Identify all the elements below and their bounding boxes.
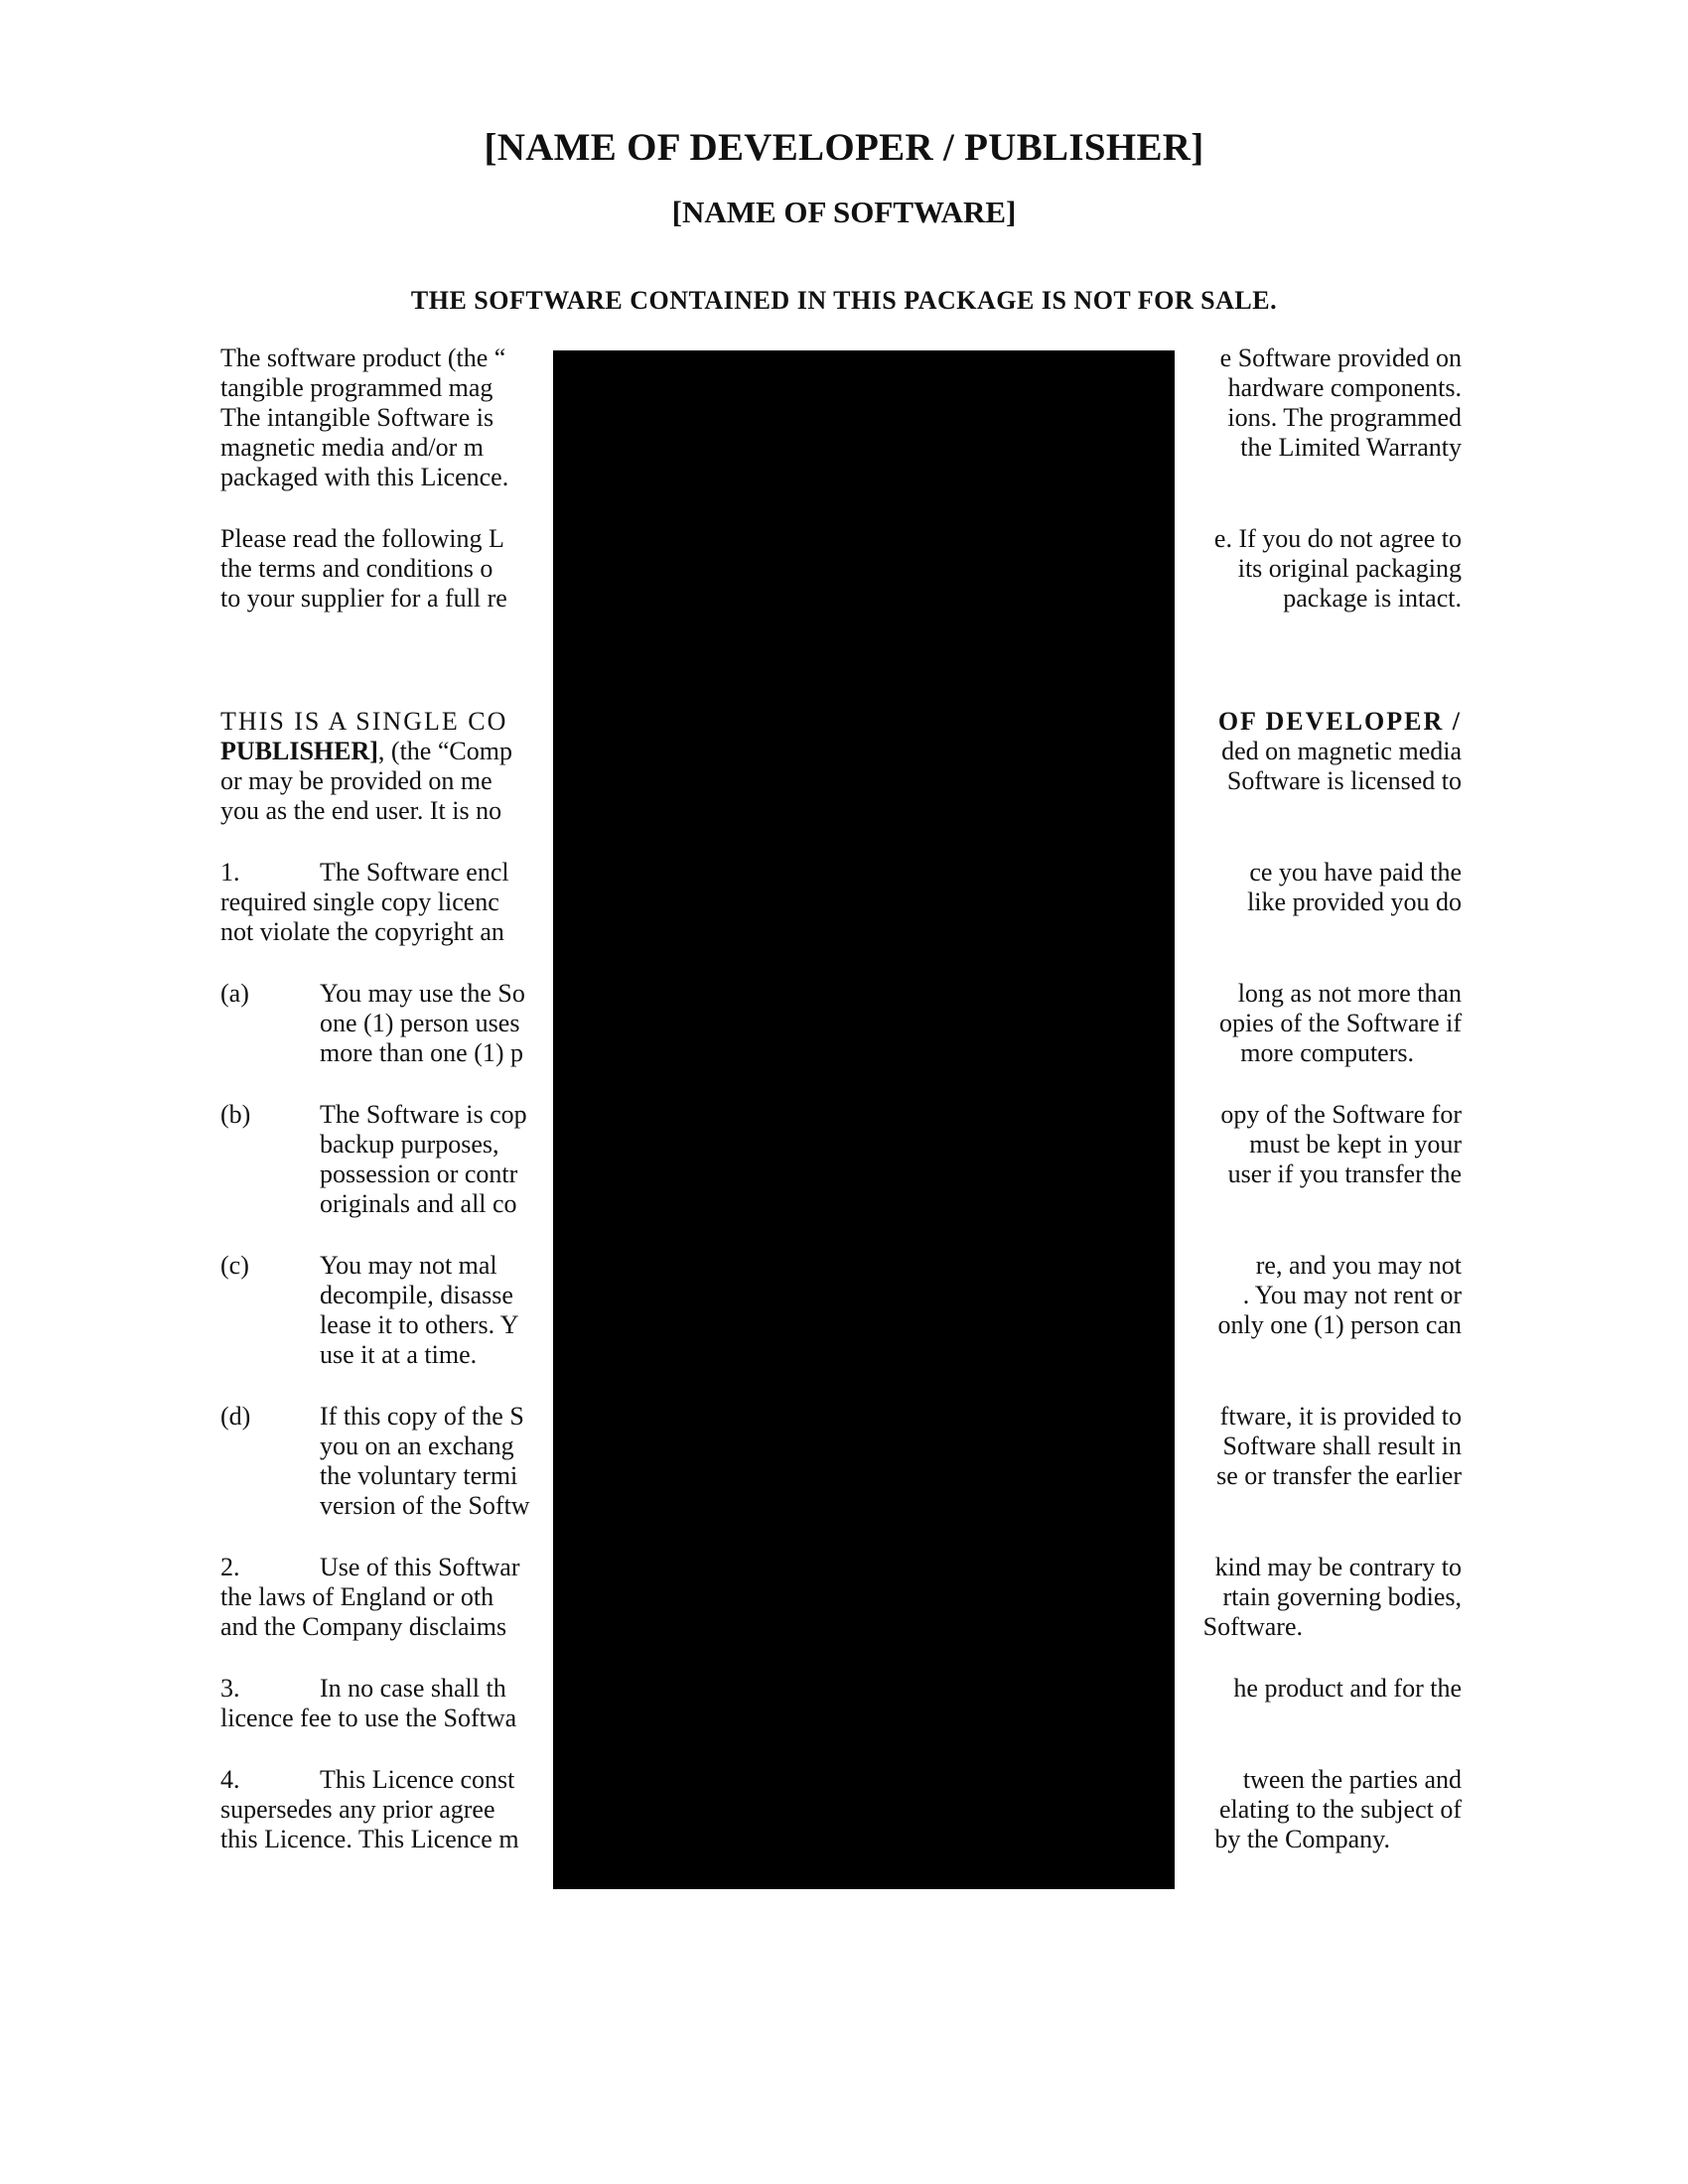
- p3-line4-left: you as the end user. It is no: [220, 796, 502, 825]
- clause-a-line1-right: long as not more than: [1237, 979, 1462, 1008]
- redaction-block: [553, 350, 1175, 1889]
- software-name: [NAME OF SOFTWARE]: [671, 195, 1017, 229]
- p2-line2-left: the terms and conditions o: [220, 554, 493, 583]
- p1-line1-right: e Software provided on: [1219, 343, 1462, 372]
- clause-a-line1-left: You may use the So: [320, 979, 525, 1008]
- clause-a-line3-left: more than one (1) p: [320, 1038, 524, 1067]
- clause-4-line1-left: This Licence const: [320, 1765, 515, 1794]
- clause-c-line3-left: lease it to others. Y: [320, 1310, 519, 1339]
- clause-c-line1-left: You may not mal: [320, 1251, 497, 1280]
- clause-d-line1-right: ftware, it is provided to: [1219, 1402, 1462, 1431]
- clause-a-line2-right: opies of the Software if: [1218, 1009, 1462, 1037]
- clause-d-number: (d): [220, 1402, 251, 1431]
- clause-b-line1-right: opy of the Software for: [1220, 1100, 1462, 1129]
- clause-2-line2-right: rtain governing bodies,: [1222, 1582, 1462, 1611]
- clause-4-line3-left: this Licence. This Licence m: [220, 1825, 519, 1853]
- clause-4-line2-right: elating to the subject of: [1218, 1795, 1462, 1824]
- clause-a-line2-left: one (1) person uses: [320, 1009, 520, 1037]
- clause-c-line2-left: decompile, disasse: [320, 1281, 513, 1309]
- p1-line4-left: magnetic media and/or m: [220, 433, 484, 462]
- p3-line2-left: [220, 737, 512, 766]
- p1-line3-left: The intangible Software is: [220, 403, 494, 432]
- clause-2-line2-left: the laws of England or oth: [220, 1582, 494, 1611]
- clause-1-line2-right: like provided you do: [1247, 887, 1462, 916]
- clause-2-line1-right: kind may be contrary to: [1214, 1553, 1462, 1581]
- clause-b-line3-right: user if you transfer the: [1227, 1160, 1462, 1188]
- clause-4-number: 4.: [220, 1765, 240, 1794]
- clause-1-number: 1.: [220, 858, 240, 887]
- p3-line2-left-rest: , (the “Comp: [377, 737, 512, 765]
- clause-1-line2-left: required single copy licenc: [220, 887, 499, 916]
- clause-2-line1-left: Use of this Softwar: [320, 1553, 520, 1581]
- p3-line3-left: or may be provided on me: [220, 766, 492, 795]
- p1-line2-left: tangible programmed mag: [220, 373, 493, 402]
- p1-line5-left: packaged with this Licence.: [220, 463, 509, 491]
- clause-4-line3-right: by the Company.: [1214, 1825, 1390, 1853]
- p2-line3-left: to your supplier for a full re: [220, 584, 507, 613]
- clause-3-line2-left: licence fee to use the Softwa: [220, 1704, 517, 1732]
- clause-b-line2-right: must be kept in your: [1249, 1130, 1462, 1159]
- clause-1-line3-left: not violate the copyright an: [220, 917, 504, 946]
- clause-3-line1-right: he product and for the: [1233, 1674, 1462, 1703]
- clause-d-line4-left: version of the Softw: [320, 1491, 530, 1520]
- clause-c-line4-left: use it at a time.: [320, 1340, 478, 1369]
- p1-line2-right: hardware components.: [1227, 373, 1462, 402]
- clause-3-number: 3.: [220, 1674, 240, 1703]
- p2-line1-right: e. If you do not agree to: [1213, 524, 1462, 553]
- p3-line1-left: THIS IS A SINGLE CO: [220, 707, 508, 736]
- p2-line3-right: package is intact.: [1283, 584, 1462, 613]
- clause-d-line2-left: you on an exchang: [320, 1432, 514, 1460]
- p3-line3-right: Software is licensed to: [1226, 766, 1462, 795]
- clause-b-number: (b): [220, 1100, 251, 1129]
- clause-c-number: (c): [220, 1251, 249, 1280]
- p1-line4-right: the Limited Warranty: [1240, 433, 1462, 462]
- clause-b-line1-left: The Software is cop: [320, 1100, 527, 1129]
- clause-c-line2-right: . You may not rent or: [1242, 1281, 1462, 1309]
- clause-d-line3-left: the voluntary termi: [320, 1461, 518, 1490]
- clause-a-line3-right: more computers.: [1240, 1038, 1414, 1067]
- not-for-sale-notice: THE SOFTWARE CONTAINED IN THIS PACKAGE IS NOT FOR SALE.: [410, 286, 1278, 315]
- clause-4-line2-left: supersedes any prior agree: [220, 1795, 495, 1824]
- p2-line2-right: its original packaging: [1237, 554, 1462, 583]
- clause-c-line3-right: only one (1) person can: [1217, 1310, 1462, 1339]
- clause-2-number: 2.: [220, 1553, 240, 1581]
- clause-3-line1-left: In no case shall th: [320, 1674, 506, 1703]
- clause-1-line1-left: The Software encl: [320, 858, 509, 887]
- clause-d-line2-right: Software shall result in: [1222, 1432, 1462, 1460]
- clause-4-line1-right: tween the parties and: [1242, 1765, 1462, 1794]
- p2-line1-left: Please read the following L: [220, 524, 504, 553]
- clause-c-line1-right: re, and you may not: [1255, 1251, 1462, 1280]
- clause-a-number: (a): [220, 979, 249, 1008]
- p1-line1-left: The software product (the “: [220, 343, 506, 372]
- p3-line1-right: OF DEVELOPER /: [1217, 707, 1462, 736]
- clause-1-line1-right: ce you have paid the: [1249, 858, 1462, 887]
- clause-b-line2-left: backup purposes,: [320, 1130, 499, 1159]
- clause-2-line3-left: and the Company disclaims: [220, 1612, 507, 1641]
- clause-b-line3-left: possession or contr: [320, 1160, 518, 1188]
- clause-d-line1-left: If this copy of the S: [320, 1402, 524, 1431]
- document-title: [NAME OF DEVELOPER / PUBLISHER]: [484, 126, 1204, 169]
- clause-d-line3-right: se or transfer the earlier: [1216, 1461, 1462, 1490]
- p3-line2-right: ded on magnetic media: [1221, 737, 1462, 765]
- clause-2-line3-right: Software.: [1202, 1612, 1303, 1641]
- p1-line3-right: ions. The programmed: [1227, 403, 1462, 432]
- publisher-bold-text: PUBLISHER]: [220, 737, 378, 765]
- clause-b-line4-left: originals and all co: [320, 1189, 517, 1218]
